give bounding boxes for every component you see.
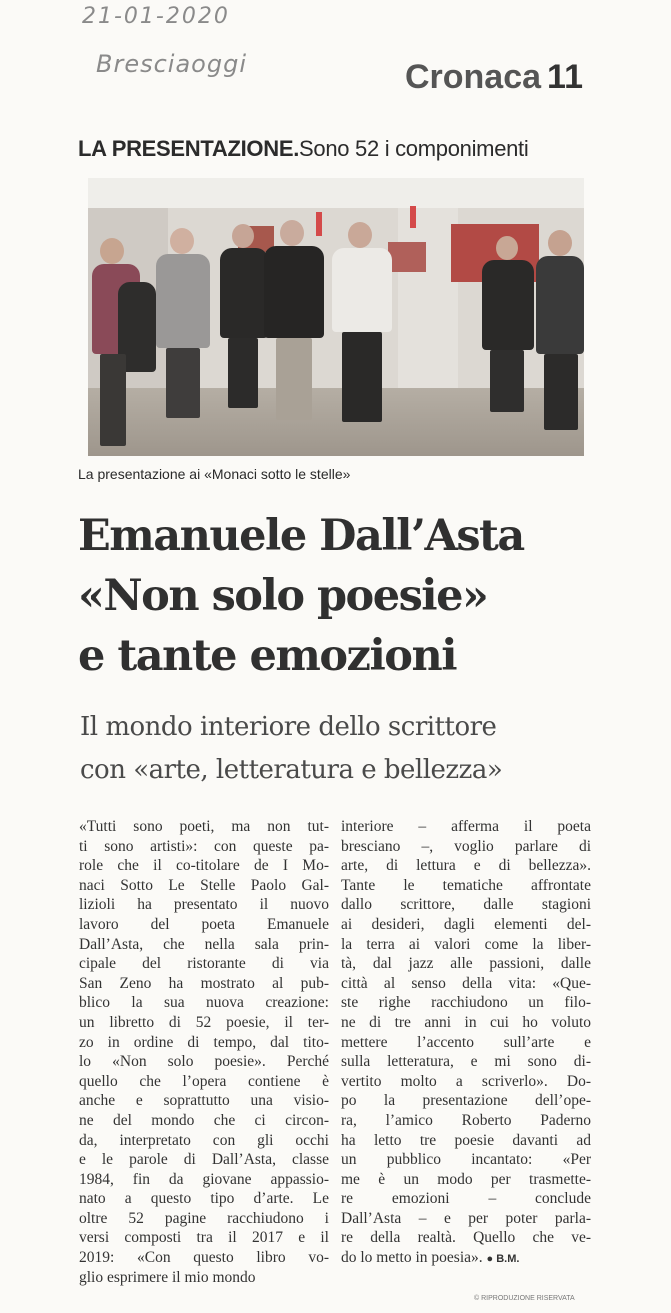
body-line: 2019: «Con questo libro vo-: [79, 1249, 329, 1267]
body-line: ne di tre anni in cui ho voluto: [341, 1013, 591, 1031]
subheadline: [80, 706, 502, 792]
body-line: Dall’Asta – e per poter parla-: [341, 1209, 591, 1227]
body-line: da, interpretato con gli occhi: [79, 1131, 329, 1149]
body-line: tà, dal jazz alle passioni, dalle: [341, 955, 591, 973]
body-line: role che il co-titolare de I Mo-: [79, 857, 329, 875]
page-number: 11: [547, 58, 583, 96]
body-line: anche e soprattutto una visio-: [79, 1092, 329, 1110]
article-photo: [88, 178, 584, 456]
body-line: versi composti tra il 2017 e il: [79, 1229, 329, 1247]
body-line: quello che l’opera contiene è: [79, 1072, 329, 1090]
copyright-notice: © RIPRODUZIONE RISERVATA: [474, 1295, 575, 1302]
body-line: zo in ordine di tempo, dal tito-: [79, 1033, 329, 1051]
body-line: dallo scrittore, dalle stagioni: [341, 896, 591, 914]
body-line: Tante le tematiche affrontate: [341, 876, 591, 894]
body-line: ne del mondo che ci circon-: [79, 1111, 329, 1129]
section-name: Cronaca: [404, 58, 542, 96]
body-line: ste righe racchiudono un filo-: [341, 994, 591, 1012]
body-column-1: [79, 817, 329, 1287]
kicker: [78, 136, 528, 162]
subheadline-line: Il mondo interiore dello scrittore: [80, 712, 497, 742]
body-line: e le parole di Dall’Asta, classe: [79, 1151, 329, 1169]
body-line: un pubblico incantato: «Per: [341, 1151, 591, 1169]
body-line: 1984, fin da giovane appassio-: [79, 1170, 329, 1188]
subheadline-line: con «arte, letteratura e bellezza»: [80, 755, 503, 785]
headline-line: «Non solo poesie»: [78, 571, 488, 621]
body-line: [341, 1248, 591, 1270]
body-line: cipale del ristorante di via: [79, 955, 329, 973]
kicker-text: Sono 52 i componimenti: [299, 136, 529, 161]
body-line: città al senso della vita: «Que-: [341, 974, 591, 992]
handwritten-date: 21-01-2020: [82, 4, 230, 29]
body-line: ha letto tre poesie davanti ad: [341, 1131, 591, 1149]
body-line: oltre 52 pagine racchiudono i: [79, 1209, 329, 1227]
body-line: bresciano –, voglio parlare di: [341, 837, 591, 855]
body-line: «Tutti sono poeti, ma non tut-: [79, 818, 329, 835]
body-line: sulla letteratura, e mi sono di-: [341, 1053, 591, 1071]
body-line: po la presentazione dell’ope-: [341, 1092, 591, 1110]
body-line: lavoro del poeta Emanuele: [79, 915, 329, 933]
author-byline: ● B.M.: [486, 1253, 520, 1266]
headline: [78, 506, 524, 686]
body-line: Dall’Asta, che nella sala prin-: [79, 935, 329, 953]
body-line: blico la sua nuova creazione:: [79, 994, 329, 1012]
body-line: un libretto di 52 poesie, il ter-: [79, 1013, 329, 1031]
photo-caption: La presentazione ai «Monaci sotto le stelle»: [78, 466, 351, 482]
body-line: re emozioni – conclude: [341, 1190, 591, 1208]
last-line-text: do lo metto in poesia».: [341, 1249, 483, 1267]
kicker-label: LA PRESENTAZIONE.: [78, 136, 300, 161]
body-line: nato a questo tipo d’arte. Le: [79, 1190, 329, 1208]
body-line: re della realtà. Quello che ve-: [341, 1229, 591, 1247]
body-line: lo «Non solo poesie». Perché: [79, 1053, 329, 1071]
body-line: interiore – afferma il poeta: [341, 818, 591, 835]
body-line: ti sono artisti»: con queste pa-: [79, 837, 329, 855]
body-line: arte, di lettura e di bellezza».: [341, 857, 591, 875]
headline-line: Emanuele Dall’Asta: [78, 511, 524, 561]
body-line: ra, l’amico Roberto Paderno: [341, 1111, 591, 1129]
handwritten-publication: Bresciaoggi: [96, 50, 247, 78]
headline-line: e tante emozioni: [78, 631, 457, 681]
body-line: glio esprimere il mio mondo: [79, 1268, 256, 1286]
body-column-2: [341, 817, 591, 1270]
body-line: ai desideri, dagli elementi del-: [341, 915, 591, 933]
body-line: me è un modo per trasmette-: [341, 1170, 591, 1188]
body-line: lizioli ha presentato il nuovo: [79, 896, 329, 914]
body-line: San Zeno ha mostrato al pub-: [79, 974, 329, 992]
body-line: mettere l’accento sull’arte e: [341, 1033, 591, 1051]
body-line: vertito molto a scriverlo». Do-: [341, 1072, 591, 1090]
section-header: [405, 58, 583, 97]
body-line: naci Sotto Le Stelle Paolo Gal-: [79, 876, 329, 894]
body-line: la terra ai valori come la liber-: [341, 935, 591, 953]
